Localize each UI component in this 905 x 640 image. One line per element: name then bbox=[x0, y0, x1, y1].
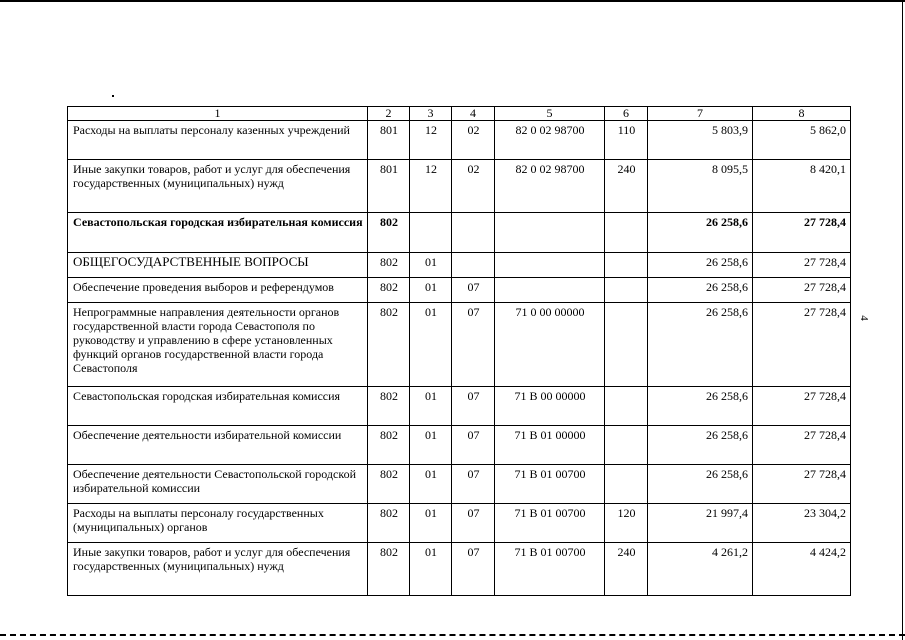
header-col-4: 4 bbox=[452, 107, 495, 121]
row-section-cell bbox=[410, 213, 452, 253]
row-value-7-cell: 26 258,6 bbox=[648, 253, 753, 278]
row-code-cell: 802 bbox=[368, 253, 410, 278]
row-type-cell: 240 bbox=[605, 543, 648, 596]
row-code-cell: 801 bbox=[368, 121, 410, 160]
row-value-8-cell: 8 420,1 bbox=[753, 160, 851, 213]
row-name-cell: Обеспечение проведения выборов и референдумов bbox=[68, 278, 368, 303]
row-name-cell: Севастопольская городская избирательная комиссия bbox=[68, 213, 368, 253]
row-value-8-cell: 5 862,0 bbox=[753, 121, 851, 160]
row-target-cell: 71 В 01 00700 bbox=[495, 465, 605, 504]
row-code-cell: 801 bbox=[368, 160, 410, 213]
row-value-8-cell: 27 728,4 bbox=[753, 426, 851, 465]
row-subsection-cell: 07 bbox=[452, 278, 495, 303]
row-value-7-cell: 4 261,2 bbox=[648, 543, 753, 596]
row-section-cell: 01 bbox=[410, 543, 452, 596]
header-col-7: 7 bbox=[648, 107, 753, 121]
row-target-cell: 82 0 02 98700 bbox=[495, 121, 605, 160]
row-type-cell bbox=[605, 213, 648, 253]
header-col-6: 6 bbox=[605, 107, 648, 121]
page-number: 4 bbox=[857, 315, 870, 321]
header-col-3: 3 bbox=[410, 107, 452, 121]
row-value-8-cell: 27 728,4 bbox=[753, 465, 851, 504]
row-code-cell: 802 bbox=[368, 213, 410, 253]
table-row bbox=[68, 387, 851, 426]
row-code-cell: 802 bbox=[368, 543, 410, 596]
row-target-cell: 71 0 00 00000 bbox=[495, 303, 605, 387]
table-row bbox=[68, 253, 851, 278]
row-section-cell: 01 bbox=[410, 426, 452, 465]
row-name-cell: Расходы на выплаты персоналу государственных (муниципальных) органов bbox=[68, 504, 368, 543]
header-row bbox=[68, 107, 851, 121]
table-row bbox=[68, 121, 851, 160]
row-subsection-cell: 02 bbox=[452, 160, 495, 213]
row-type-cell bbox=[605, 426, 648, 465]
row-section-cell: 01 bbox=[410, 278, 452, 303]
row-type-cell bbox=[605, 253, 648, 278]
row-value-7-cell: 26 258,6 bbox=[648, 387, 753, 426]
row-name-cell: Обеспечение деятельности избирательной комиссии bbox=[68, 426, 368, 465]
row-subsection-cell bbox=[452, 213, 495, 253]
row-value-7-cell: 8 095,5 bbox=[648, 160, 753, 213]
row-subsection-cell: 07 bbox=[452, 543, 495, 596]
row-section-cell: 01 bbox=[410, 303, 452, 387]
row-subsection-cell: 02 bbox=[452, 121, 495, 160]
row-subsection-cell: 07 bbox=[452, 504, 495, 543]
budget-table bbox=[67, 106, 851, 596]
row-name-cell: Иные закупки товаров, работ и услуг для обеспечения государственных (муниципальных) нужд bbox=[68, 543, 368, 596]
row-value-7-cell: 21 997,4 bbox=[648, 504, 753, 543]
row-target-cell bbox=[495, 213, 605, 253]
row-type-cell: 110 bbox=[605, 121, 648, 160]
page-right-border bbox=[902, 0, 903, 640]
row-section-cell: 01 bbox=[410, 387, 452, 426]
table-row bbox=[68, 543, 851, 596]
row-name-cell: Обеспечение деятельности Севастопольской городской избирательной комиссии bbox=[68, 465, 368, 504]
row-type-cell: 240 bbox=[605, 160, 648, 213]
row-subsection-cell bbox=[452, 253, 495, 278]
row-section-cell: 01 bbox=[410, 465, 452, 504]
row-section-cell: 01 bbox=[410, 504, 452, 543]
row-name-cell: Непрограммные направления деятельности органов государственной власти города Севастополя по руководству и управлению в сфере установленных функций органов государственной власти города Севастополя bbox=[68, 303, 368, 387]
row-value-7-cell: 26 258,6 bbox=[648, 426, 753, 465]
row-code-cell: 802 bbox=[368, 465, 410, 504]
row-type-cell bbox=[605, 303, 648, 387]
table-row bbox=[68, 426, 851, 465]
row-subsection-cell: 07 bbox=[452, 426, 495, 465]
row-type-cell bbox=[605, 465, 648, 504]
row-code-cell: 802 bbox=[368, 426, 410, 465]
row-code-cell: 802 bbox=[368, 303, 410, 387]
row-target-cell: 71 В 01 00000 bbox=[495, 426, 605, 465]
header-col-1: 1 bbox=[68, 107, 368, 121]
row-name-cell: ОБЩЕГОСУДАРСТВЕННЫЕ ВОПРОСЫ bbox=[68, 253, 368, 278]
row-name-cell: Расходы на выплаты персоналу казенных учреждений bbox=[68, 121, 368, 160]
row-code-cell: 802 bbox=[368, 387, 410, 426]
table-row bbox=[68, 303, 851, 387]
row-subsection-cell: 07 bbox=[452, 303, 495, 387]
row-target-cell: 71 В 01 00700 bbox=[495, 543, 605, 596]
row-target-cell bbox=[495, 278, 605, 303]
page-bottom-cut-line bbox=[0, 634, 905, 636]
row-value-7-cell: 5 803,9 bbox=[648, 121, 753, 160]
page-top-border bbox=[0, 0, 905, 2]
row-value-8-cell: 27 728,4 bbox=[753, 213, 851, 253]
row-target-cell: 82 0 02 98700 bbox=[495, 160, 605, 213]
table-row bbox=[68, 504, 851, 543]
row-value-8-cell: 27 728,4 bbox=[753, 278, 851, 303]
row-value-8-cell: 23 304,2 bbox=[753, 504, 851, 543]
table-body bbox=[68, 121, 851, 596]
row-type-cell bbox=[605, 387, 648, 426]
row-value-8-cell: 4 424,2 bbox=[753, 543, 851, 596]
row-name-cell: Севастопольская городская избирательная комиссия bbox=[68, 387, 368, 426]
row-value-8-cell: 27 728,4 bbox=[753, 387, 851, 426]
row-subsection-cell: 07 bbox=[452, 387, 495, 426]
header-col-2: 2 bbox=[368, 107, 410, 121]
row-code-cell: 802 bbox=[368, 504, 410, 543]
row-value-7-cell: 26 258,6 bbox=[648, 278, 753, 303]
row-value-8-cell: 27 728,4 bbox=[753, 253, 851, 278]
table-row bbox=[68, 278, 851, 303]
table-row bbox=[68, 465, 851, 504]
row-value-8-cell: 27 728,4 bbox=[753, 303, 851, 387]
row-target-cell: 71 В 00 00000 bbox=[495, 387, 605, 426]
row-name-cell: Иные закупки товаров, работ и услуг для обеспечения государственных (муниципальных) нужд bbox=[68, 160, 368, 213]
row-type-cell: 120 bbox=[605, 504, 648, 543]
table-row bbox=[68, 213, 851, 253]
row-section-cell: 12 bbox=[410, 160, 452, 213]
header-col-8: 8 bbox=[753, 107, 851, 121]
row-subsection-cell: 07 bbox=[452, 465, 495, 504]
row-section-cell: 12 bbox=[410, 121, 452, 160]
stray-dot bbox=[112, 95, 114, 97]
row-value-7-cell: 26 258,6 bbox=[648, 465, 753, 504]
header-col-5: 5 bbox=[495, 107, 605, 121]
row-section-cell: 01 bbox=[410, 253, 452, 278]
row-target-cell: 71 В 01 00700 bbox=[495, 504, 605, 543]
row-type-cell bbox=[605, 278, 648, 303]
row-code-cell: 802 bbox=[368, 278, 410, 303]
row-value-7-cell: 26 258,6 bbox=[648, 213, 753, 253]
row-value-7-cell: 26 258,6 bbox=[648, 303, 753, 387]
table-row bbox=[68, 160, 851, 213]
row-target-cell bbox=[495, 253, 605, 278]
